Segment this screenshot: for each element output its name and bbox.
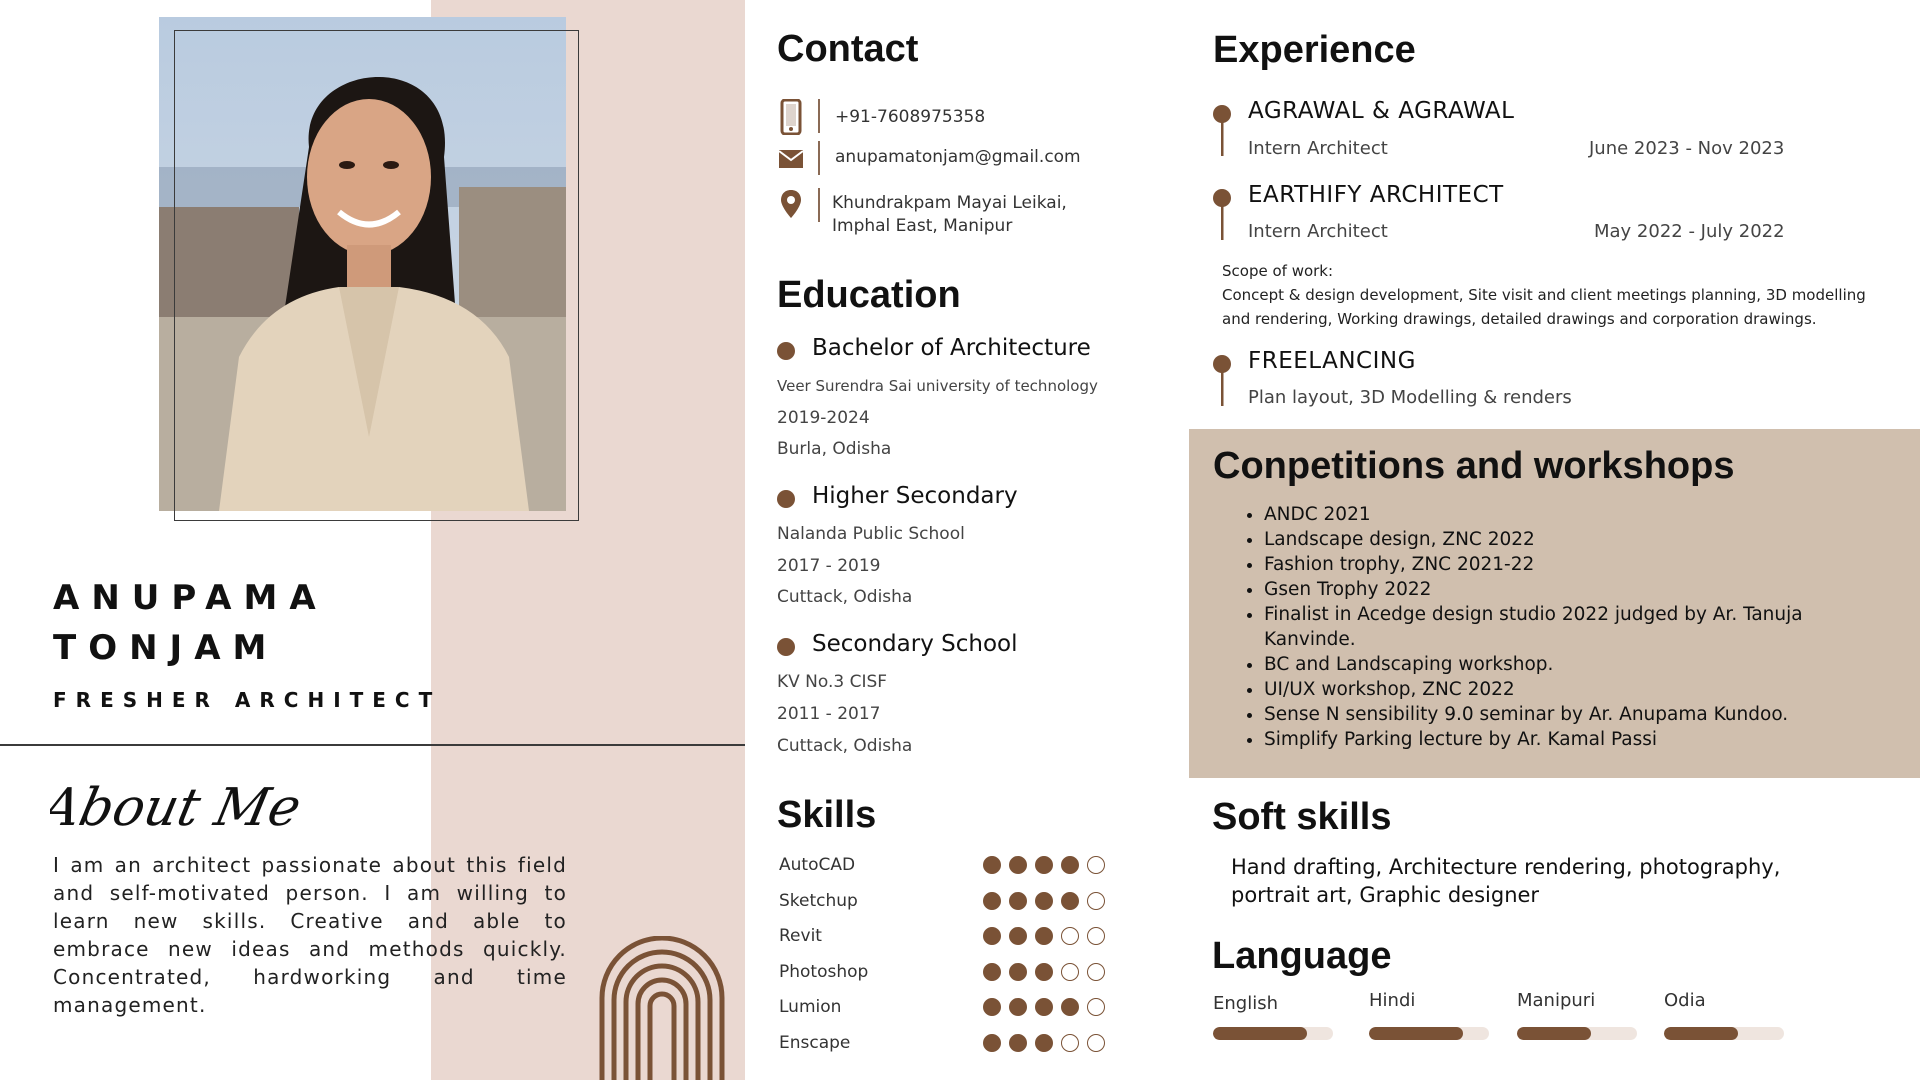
skill-rating (983, 1034, 1105, 1052)
address-line-2: Imphal East, Manipur (832, 216, 1013, 236)
rating-dot-empty (1087, 927, 1105, 945)
rating-dot-empty (1087, 856, 1105, 874)
last-name: TONJAM (53, 628, 279, 668)
rating-dot-filled (1035, 856, 1053, 874)
skill-name: Photoshop (779, 961, 869, 982)
scope-of-work (1222, 259, 1882, 331)
rating-dot-filled (1009, 892, 1027, 910)
bullet-dot (777, 342, 795, 360)
rating-dot-filled (1009, 927, 1027, 945)
bullet-dot (777, 490, 795, 508)
rating-dot-empty (1087, 963, 1105, 981)
language-proficiency-bar (1517, 1027, 1637, 1040)
list-item: • UI/UX workshop, ZNC 2022 (1264, 677, 1864, 702)
rating-dot-empty (1061, 927, 1079, 945)
rating-dot-filled (983, 927, 1001, 945)
education-degree: Higher Secondary (812, 483, 1018, 509)
education-school: Nalanda Public School (777, 524, 965, 544)
skills-heading: Skills (777, 794, 877, 836)
experience-company: EARTHIFY ARCHITECT (1248, 182, 1504, 208)
language-proficiency-bar (1664, 1027, 1784, 1040)
experience-role: Intern Architect (1248, 221, 1388, 242)
rating-dot-filled (1035, 927, 1053, 945)
language-heading: Language (1212, 935, 1392, 977)
skill-name: AutoCAD (779, 855, 856, 875)
rating-dot-filled (1035, 892, 1053, 910)
rating-dot-filled (983, 963, 1001, 981)
email-icon (778, 148, 804, 182)
rating-dot-empty (1061, 1034, 1079, 1052)
education-place: Burla, Odisha (777, 439, 892, 459)
contact-heading: Contact (777, 28, 919, 70)
list-item: • Sense N sensibility 9.0 seminar by Ar. Anupama Kundoo. (1264, 702, 1864, 727)
language-proficiency-fill (1664, 1027, 1738, 1040)
rating-dot-filled (1009, 963, 1027, 981)
experience-heading: Experience (1213, 29, 1416, 71)
rating-dot-filled (1035, 963, 1053, 981)
location-pin-icon (779, 189, 805, 223)
education-school: Veer Surendra Sai university of technology (777, 377, 1098, 395)
competitions-list (1240, 502, 1864, 752)
skill-rating (983, 856, 1105, 874)
email-address: anupamatonjam@gmail.com (835, 147, 1081, 167)
rating-dot-filled (983, 1034, 1001, 1052)
rating-dot-empty (1087, 892, 1105, 910)
language-proficiency-fill (1369, 1027, 1463, 1040)
rating-dot-empty (1061, 963, 1079, 981)
rating-dot-filled (1035, 1034, 1053, 1052)
contact-separator (818, 188, 820, 222)
competitions-heading: Conpetitions and workshops (1213, 445, 1735, 487)
list-item: • Finalist in Acedge design studio 2022 judged by Ar. Tanuja Kanvinde. (1264, 602, 1864, 652)
rating-dot-filled (1035, 998, 1053, 1016)
about-me-heading-text: About Me (50, 777, 307, 838)
bullet-dot (777, 638, 795, 656)
job-title: FRESHER ARCHITECT (53, 688, 442, 712)
education-place: Cuttack, Odisha (777, 736, 913, 756)
skill-rating (983, 963, 1105, 981)
rating-dot-filled (1061, 856, 1079, 874)
skill-rating (983, 927, 1105, 945)
first-name: ANUPAMA (53, 578, 328, 618)
phone-icon (778, 99, 804, 133)
scope-text: Concept & design development, Site visit and client meetings planning, 3D modelling and rendering, Working drawings, detailed drawings and corporation drawings. (1222, 286, 1866, 328)
rating-dot-filled (1009, 1034, 1027, 1052)
arch-decoration (598, 936, 726, 1080)
list-item: • Landscape design, ZNC 2022 (1264, 527, 1864, 552)
education-years: 2017 - 2019 (777, 556, 881, 576)
education-place: Cuttack, Odisha (777, 587, 913, 607)
list-item: • Simplify Parking lecture by Ar. Kamal Passi (1264, 727, 1864, 752)
skill-name: Revit (779, 926, 822, 946)
rating-dot-filled (983, 998, 1001, 1016)
language-name: Hindi (1369, 990, 1416, 1011)
timeline-pin-icon (1212, 104, 1232, 156)
education-heading: Education (777, 274, 961, 316)
contact-separator (818, 141, 820, 175)
list-item: • Gsen Trophy 2022 (1264, 577, 1864, 602)
language-name: English (1213, 993, 1278, 1014)
language-proficiency-bar (1213, 1027, 1333, 1040)
person-name (53, 573, 328, 673)
photo-frame (174, 30, 579, 521)
language-name: Manipuri (1517, 990, 1596, 1011)
education-school: KV No.3 CISF (777, 672, 888, 692)
experience-dates: May 2022 - July 2022 (1594, 221, 1785, 242)
list-item: • ANDC 2021 (1264, 502, 1864, 527)
skill-name: Enscape (779, 1032, 851, 1053)
phone-number: +91-7608975358 (835, 107, 986, 127)
list-item: • BC and Landscaping workshop. (1264, 652, 1864, 677)
divider-line (0, 744, 745, 746)
rating-dot-filled (983, 856, 1001, 874)
experience-role: Intern Architect (1248, 138, 1388, 159)
skill-rating (983, 892, 1105, 910)
education-years: 2011 - 2017 (777, 704, 881, 724)
experience-role: Plan layout, 3D Modelling & renders (1248, 387, 1572, 408)
rating-dot-empty (1087, 998, 1105, 1016)
rating-dot-empty (1087, 1034, 1105, 1052)
education-degree: Secondary School (812, 631, 1018, 657)
language-proficiency-fill (1213, 1027, 1307, 1040)
language-proficiency-fill (1517, 1027, 1591, 1040)
soft-skills-text: Hand drafting, Architecture rendering, photography, portrait art, Graphic designer (1231, 855, 1781, 907)
rating-dot-filled (1061, 892, 1079, 910)
rating-dot-filled (1009, 998, 1027, 1016)
timeline-pin-icon (1212, 354, 1232, 406)
list-item: • Fashion trophy, ZNC 2021-22 (1264, 552, 1864, 577)
rating-dot-filled (1009, 856, 1027, 874)
language-name: Odia (1664, 990, 1706, 1011)
language-proficiency-bar (1369, 1027, 1489, 1040)
education-degree: Bachelor of Architecture (812, 335, 1091, 361)
skill-rating (983, 998, 1105, 1016)
rating-dot-filled (983, 892, 1001, 910)
skill-name: Sketchup (779, 890, 858, 911)
address (832, 192, 1067, 238)
timeline-pin-icon (1212, 188, 1232, 240)
rating-dot-filled (1061, 998, 1079, 1016)
about-me-heading (50, 755, 350, 855)
skill-name: Lumion (779, 997, 842, 1017)
contact-separator (818, 99, 820, 133)
experience-company: FREELANCING (1248, 348, 1416, 374)
about-me-text: I am an architect passionate about this field and self-motivated person. I am willing to learn new skills. Creative and able to embrace new ideas and methods quickly. Concentrated, hardworking and time management. (53, 853, 567, 1017)
scope-label: Scope of work: (1222, 262, 1334, 280)
education-years: 2019-2024 (777, 408, 870, 428)
experience-dates: June 2023 - Nov 2023 (1589, 138, 1785, 159)
experience-company: AGRAWAL & AGRAWAL (1248, 98, 1515, 124)
address-line-1: Khundrakpam Mayai Leikai, (832, 193, 1067, 213)
soft-skills-heading: Soft skills (1212, 796, 1392, 838)
